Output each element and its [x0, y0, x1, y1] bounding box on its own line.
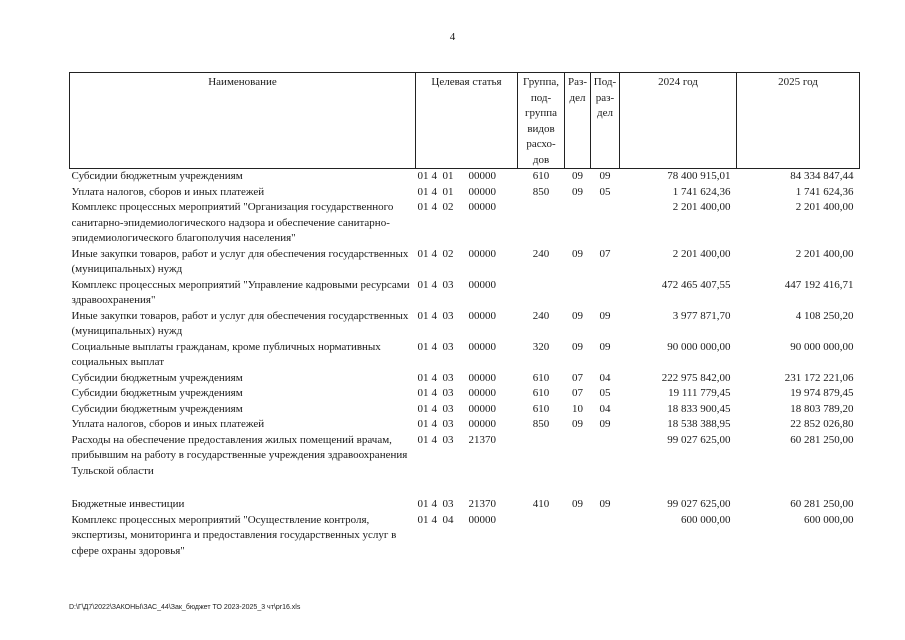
target-code-part: 00000	[468, 185, 496, 198]
target-code-part: 01	[417, 402, 429, 415]
row-name: Субсидии бюджетным учреждениям	[71, 402, 243, 415]
row-name: Комплекс процессных мероприятий "Управление кадровыми ресурсами здравоохранения"	[71, 278, 410, 306]
table-spacer	[70, 479, 860, 497]
row-group	[518, 278, 565, 309]
table-row	[70, 497, 860, 513]
row-section: 09	[572, 309, 583, 322]
table-row	[70, 309, 860, 340]
target-code-part: 4	[431, 309, 437, 322]
row-name: Комплекс процессных мероприятий "Организация государственного санитарно-эпидемиологического надзора и обеспечение санитарно-эпидемиологического благополучия населения"	[71, 201, 394, 244]
row-subsection: 05	[599, 185, 611, 198]
target-code-part: 03	[442, 418, 454, 430]
row-amount-2024: 3 977 871,70	[672, 309, 731, 322]
row-section: 09	[572, 247, 583, 260]
table-row	[70, 371, 860, 387]
row-target-code	[416, 247, 518, 278]
table-row	[70, 386, 860, 402]
row-target-code	[416, 433, 518, 480]
target-code-part: 4	[431, 418, 437, 430]
row-amount-2025: 2 201 400,00	[795, 201, 854, 213]
header-2025: 2025 год	[737, 73, 860, 169]
target-code-part: 03	[442, 387, 454, 399]
row-amount-2025: 84 334 847,44	[790, 170, 854, 182]
target-code-part: 01	[417, 170, 429, 182]
row-amount-2024: 78 400 915,01	[667, 170, 731, 182]
row-group: 610	[532, 387, 550, 399]
row-subsection: 09	[599, 170, 611, 182]
row-section: 09	[572, 418, 583, 430]
target-code-part: 01	[417, 247, 429, 260]
table-row	[70, 185, 860, 201]
row-amount-2024: 99 027 625,00	[667, 498, 731, 510]
file-path-footer: D:\Г\Д7\2022\ЗАКОНЫ\ЗАС_44\Зак_бюджет ТО 2023-2025_3 чт\pr16.xls	[69, 604, 301, 611]
row-section: 07	[572, 387, 583, 399]
header-subsection-line: дел	[597, 107, 613, 119]
header-name: Наименование	[70, 73, 416, 169]
row-amount-2024: 222 975 842,00	[661, 371, 731, 384]
target-code-part: 00000	[468, 278, 496, 291]
row-name: Комплекс процессных мероприятий "Осуществление контроля, экспертизы, мониторинга и предоставления государственных услуг в сфере охраны здоровья"	[71, 513, 397, 557]
row-amount-2025: 600 000,00	[804, 513, 854, 526]
row-group: 610	[532, 371, 550, 384]
target-code-part: 01	[417, 371, 429, 384]
row-name: Уплата налогов, сборов и иных платежей	[71, 185, 265, 198]
target-code-part: 4	[431, 201, 437, 213]
row-subsection: 05	[599, 387, 611, 399]
row-name: Бюджетные инвестиции	[71, 498, 185, 510]
row-group: 240	[532, 309, 550, 322]
row-group: 240	[532, 247, 550, 260]
target-code-part: 01	[417, 498, 429, 510]
row-section	[565, 278, 591, 309]
row-target-code	[416, 169, 518, 185]
row-target-code	[416, 371, 518, 387]
target-code-part: 00000	[468, 402, 496, 415]
header-group-line: под-	[530, 91, 552, 104]
row-section: 09	[572, 185, 583, 198]
row-amount-2024: 2 201 400,00	[672, 201, 731, 213]
target-code-part: 4	[431, 278, 437, 291]
target-code-part: 04	[442, 513, 454, 526]
row-target-code	[416, 278, 518, 309]
target-code-part: 01	[417, 433, 429, 446]
row-section: 09	[572, 498, 583, 510]
target-code-part: 00000	[468, 418, 496, 430]
header-target: Целевая статья	[416, 73, 518, 169]
target-code-part: 01	[417, 387, 429, 399]
row-section	[565, 513, 591, 560]
row-name: Субсидии бюджетным учреждениям	[71, 371, 243, 384]
target-code-part: 01	[417, 513, 429, 526]
row-name: Расходы на обеспечение предоставления жилых помещений врачам, прибывшим на работу в государственные учреждения здравоохранения Тульской области	[71, 433, 408, 477]
row-amount-2024: 90 000 000,00	[667, 340, 731, 353]
target-code-part: 01	[417, 309, 429, 322]
row-amount-2025: 2 201 400,00	[795, 247, 854, 260]
header-group-line: расхо-	[526, 138, 556, 150]
header-section	[565, 73, 591, 169]
target-code-part: 00000	[468, 340, 496, 353]
row-amount-2025: 231 172 221,06	[784, 371, 854, 384]
target-code-part: 4	[431, 433, 437, 446]
row-amount-2024: 1 741 624,36	[672, 185, 731, 198]
row-amount-2025: 447 192 416,71	[784, 278, 854, 291]
table-row	[70, 247, 860, 278]
target-code-part: 21370	[468, 433, 496, 446]
target-code-part: 01	[442, 185, 454, 198]
row-amount-2024: 472 465 407,55	[661, 278, 731, 291]
row-group: 320	[532, 340, 550, 353]
row-section	[565, 433, 591, 480]
header-group	[518, 73, 565, 169]
row-amount-2024: 19 111 779,45	[668, 387, 731, 399]
header-section-line: дел	[569, 91, 586, 104]
target-code-part: 01	[417, 278, 429, 291]
row-subsection: 09	[599, 340, 611, 353]
header-section-line: Раз-	[567, 76, 587, 88]
target-code-part: 4	[431, 371, 437, 384]
row-amount-2025: 90 000 000,00	[790, 340, 854, 353]
table-row	[70, 169, 860, 185]
target-code-part: 00000	[468, 387, 496, 399]
row-section: 07	[572, 371, 583, 384]
row-target-code	[416, 417, 518, 433]
page-number: 4	[449, 31, 456, 43]
row-group: 610	[532, 170, 550, 182]
row-subsection	[591, 278, 620, 309]
target-code-part: 01	[442, 170, 454, 182]
target-code-part: 4	[431, 387, 437, 399]
target-code-part: 03	[442, 340, 454, 353]
row-group: 850	[532, 185, 550, 198]
row-target-code	[416, 513, 518, 560]
target-code-part: 03	[442, 371, 454, 384]
row-amount-2025: 60 281 250,00	[790, 433, 854, 446]
row-group: 610	[532, 402, 550, 415]
target-code-part: 03	[442, 402, 454, 415]
table-body	[70, 169, 860, 560]
row-subsection	[591, 513, 620, 560]
row-subsection: 07	[599, 247, 611, 260]
target-code-part: 02	[442, 201, 454, 213]
target-code-part: 01	[417, 340, 429, 353]
row-section: 09	[572, 340, 583, 353]
header-group-line: дов	[532, 153, 550, 166]
row-amount-2024: 18 833 900,45	[667, 402, 731, 415]
target-code-part: 4	[431, 340, 437, 353]
row-amount-2024: 18 538 388,95	[667, 418, 731, 430]
row-name: Иные закупки товаров, работ и услуг для обеспечения государственных (муниципальных) нужд	[71, 309, 409, 337]
row-target-code	[416, 200, 518, 247]
row-subsection: 09	[599, 309, 611, 322]
row-name: Иные закупки товаров, работ и услуг для обеспечения государственных (муниципальных) нужд	[71, 247, 409, 275]
row-section: 10	[572, 402, 583, 415]
table-row	[70, 340, 860, 371]
row-subsection: 04	[599, 371, 611, 384]
target-code-part: 00000	[468, 247, 496, 260]
row-amount-2025: 22 852 026,80	[790, 418, 854, 430]
row-name: Уплата налогов, сборов и иных платежей	[71, 418, 265, 430]
row-amount-2024: 99 027 625,00	[667, 433, 731, 446]
target-code-part: 4	[431, 247, 437, 260]
table-row	[70, 402, 860, 418]
row-amount-2024: 2 201 400,00	[672, 247, 731, 260]
row-group	[518, 513, 565, 560]
row-group: 850	[532, 418, 550, 430]
row-amount-2025: 60 281 250,00	[790, 498, 854, 510]
target-code-part: 00000	[468, 371, 496, 384]
header-subsection-line: Под-	[593, 76, 617, 88]
row-target-code	[416, 185, 518, 201]
table-row	[70, 200, 860, 247]
target-code-part: 00000	[468, 170, 496, 182]
row-subsection	[591, 433, 620, 480]
row-group	[518, 200, 565, 247]
target-code-part: 4	[431, 498, 437, 510]
table-row	[70, 278, 860, 309]
target-code-part: 4	[431, 513, 437, 526]
target-code-part: 00000	[468, 309, 496, 322]
row-group: 410	[532, 498, 550, 510]
row-target-code	[416, 497, 518, 513]
target-code-part: 4	[431, 402, 437, 415]
header-subsection	[591, 73, 620, 169]
row-section: 09	[572, 170, 583, 182]
header-group-line: Группа,	[523, 76, 559, 88]
header-group-line: видов	[527, 122, 555, 135]
row-amount-2025: 1 741 624,36	[795, 185, 854, 198]
table-row	[70, 513, 860, 560]
header-subsection-line: раз-	[595, 91, 615, 104]
row-name: Субсидии бюджетным учреждениям	[71, 387, 243, 399]
row-amount-2025: 18 803 789,20	[790, 402, 854, 415]
target-code-part: 00000	[468, 513, 496, 526]
row-target-code	[416, 309, 518, 340]
spacer-cell	[70, 479, 860, 497]
row-target-code	[416, 340, 518, 371]
row-section	[565, 200, 591, 247]
row-group	[518, 433, 565, 480]
target-code-part: 01	[417, 201, 429, 213]
target-code-part: 02	[442, 247, 454, 260]
table-row	[70, 417, 860, 433]
row-subsection: 04	[599, 402, 611, 415]
target-code-part: 03	[442, 278, 454, 291]
target-code-part: 01	[417, 185, 429, 198]
row-name: Социальные выплаты гражданам, кроме публичных нормативных социальных выплат	[71, 340, 381, 368]
row-target-code	[416, 402, 518, 418]
target-code-part: 03	[442, 309, 454, 322]
row-target-code	[416, 386, 518, 402]
target-code-part: 03	[442, 433, 454, 446]
target-code-part: 4	[431, 185, 437, 198]
header-group-line: группа	[524, 107, 558, 119]
table-row	[70, 433, 860, 480]
row-amount-2025: 19 974 879,45	[790, 387, 854, 399]
target-code-part: 01	[417, 418, 429, 430]
target-code-part: 4	[431, 170, 437, 182]
target-code-part: 03	[442, 498, 454, 510]
row-subsection: 09	[599, 418, 611, 430]
row-subsection: 09	[599, 498, 611, 510]
row-subsection	[591, 200, 620, 247]
target-code-part: 21370	[468, 498, 496, 510]
row-name: Субсидии бюджетным учреждениям	[71, 170, 243, 182]
target-code-part: 00000	[468, 201, 496, 213]
header-2024: 2024 год	[620, 73, 737, 169]
row-amount-2024: 600 000,00	[681, 513, 731, 526]
header-row	[70, 73, 860, 169]
budget-table	[69, 72, 860, 559]
row-amount-2025: 4 108 250,20	[795, 309, 854, 322]
